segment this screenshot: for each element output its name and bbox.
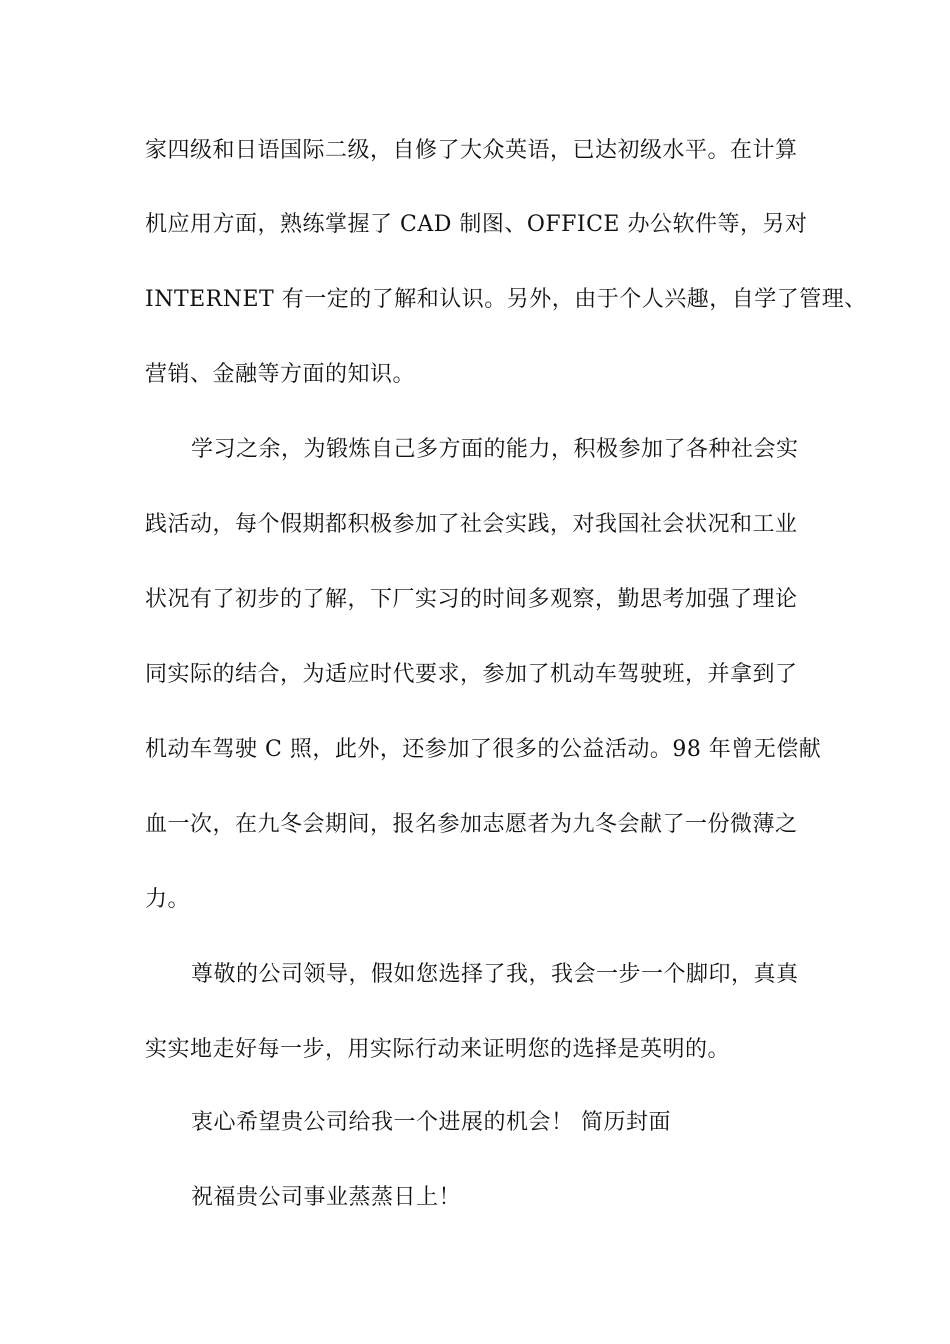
text-line: 状况有了初步的了解，下厂实习的时间多观察，勤思考加强了理论 xyxy=(145,587,798,612)
paragraph-first-line: 学习之余，为锻炼自己多方面的能力，积极参加了各种社会实 xyxy=(191,437,799,462)
paragraph-first-line: 祝福贵公司事业蒸蒸日上！ xyxy=(191,1185,462,1210)
text-line: 同实际的结合，为适应时代要求，参加了机动车驾驶班，并拿到了 xyxy=(145,662,798,687)
text-line: 血一次，在九冬会期间，报名参加志愿者为九冬会献了一份微薄之 xyxy=(145,812,798,837)
paragraph-first-line: 衷心希望贵公司给我一个进展的机会！ 简历封面 xyxy=(191,1110,671,1135)
text-line: 营销、金融等方面的知识。 xyxy=(145,362,416,387)
text-line: 机应用方面，熟练掌握了 CAD 制图、OFFICE 办公软件等，另对 xyxy=(145,212,808,237)
text-line: 力。 xyxy=(145,887,191,912)
paragraph-first-line: 尊敬的公司领导，假如您选择了我，我会一步一个脚印，真真 xyxy=(191,962,799,987)
text-line: 机动车驾驶 C 照，此外，还参加了很多的公益活动。98 年曾无偿献 xyxy=(145,737,822,762)
text-line: 实实地走好每一步，用实际行动来证明您的选择是英明的。 xyxy=(145,1037,731,1062)
text-line: 家四级和日语国际二级，自修了大众英语，已达初级水平。在计算 xyxy=(145,138,798,163)
text-line: 践活动，每个假期都积极参加了社会实践，对我国社会状况和工业 xyxy=(145,512,798,537)
text-line: INTERNET 有一定的了解和认识。另外，由于个人兴趣，自学了管理、 xyxy=(145,287,867,312)
